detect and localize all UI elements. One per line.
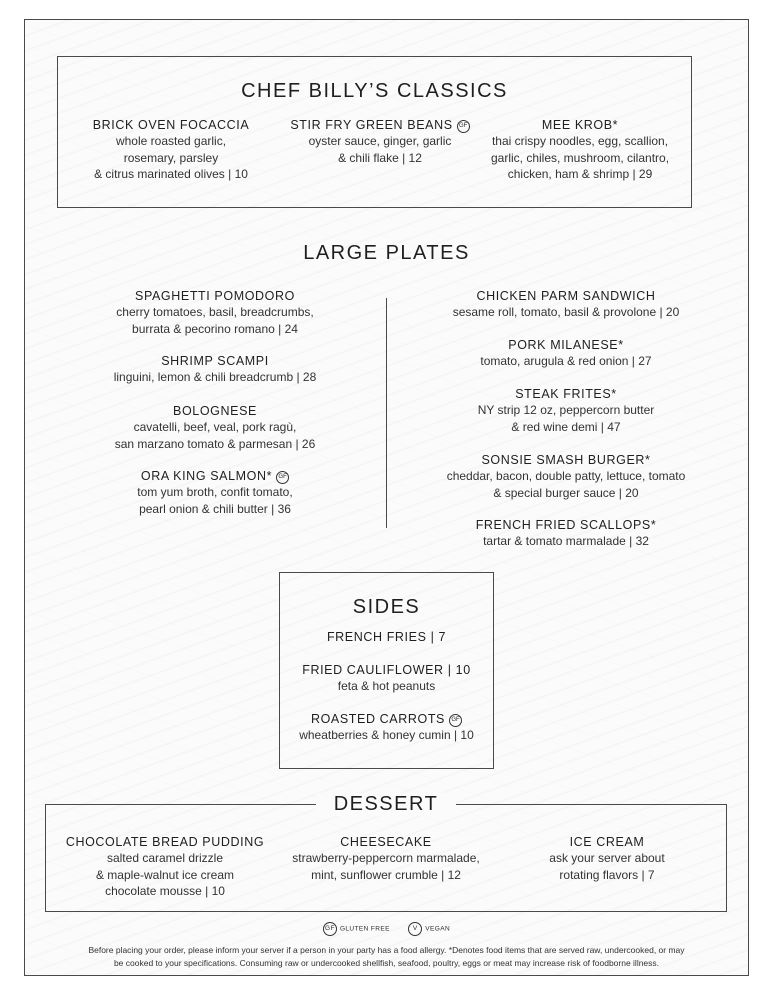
item-name: ORA KING SALMON*: [140, 469, 273, 483]
menu-item: [279, 629, 494, 645]
item-name: PORK MILANESE*: [508, 338, 624, 352]
item-name: MEE KROB*: [541, 118, 619, 132]
menu-item: FRIED CAULIFLOWER | 10 feta & hot peanuts: [279, 662, 494, 695]
allergy-footnote: Before placing your order, please inform your server if a person in your party has a food allergy. *Denotes food items that are served raw, undercooked, or may be cooked to your specifications. Consuming raw or undercooked shellfish, seafood, poultry, eggs or meat may increase risk of foodborne illness.: [88, 945, 685, 968]
menu-item: STEAK FRITES* NY strip 12 oz, peppercorn butter & red wine demi | 47: [416, 386, 716, 435]
menu-item: SONSIE SMASH BURGER* cheddar, bacon, double patty, lettuce, tomato & special burger sauce | 20: [416, 452, 716, 501]
menu-item: BRICK OVEN FOCACCIA whole roasted garlic, rosemary, parsley & citrus marinated olives | 10: [66, 117, 276, 183]
menu-item: SHRIMP SCAMPI linguini, lemon & chili breadcrumb | 28: [70, 353, 360, 386]
dessert-title: DESSERT: [316, 793, 456, 816]
gluten-free-icon: GF: [323, 922, 337, 936]
menu-item: STIR FRY GREEN BEANS GF oyster sauce, ginger, garlic & chili flake | 12: [280, 117, 480, 166]
menu-item: CHEESECAKE strawberry-peppercorn marmalade, mint, sunflower crumble | 12: [276, 834, 496, 883]
menu-item: PORK MILANESE* tomato, arugula & red onion | 27: [416, 337, 716, 370]
item-name: BOLOGNESE: [173, 404, 257, 418]
item-name: CHOCOLATE BREAD PUDDING: [65, 835, 265, 849]
item-name: ICE CREAM: [569, 835, 645, 849]
column-divider: [386, 298, 387, 528]
gluten-free-icon: GF: [276, 471, 289, 484]
menu-item: ORA KING SALMON* GF tom yum broth, confit tomato, pearl onion & chili butter | 36: [137, 469, 293, 516]
menu-item: ROASTED CARROTS GF wheatberries & honey cumin | 10: [299, 712, 474, 742]
gluten-free-icon: GF: [449, 714, 462, 727]
vegan-label: VEGAN: [425, 925, 451, 933]
item-name: STEAK FRITES*: [515, 387, 617, 401]
menu-item: ICE CREAM ask your server about rotating flavors | 7: [497, 834, 717, 883]
item-name: SPAGHETTI POMODORO: [135, 289, 295, 303]
classics-title: CHEF BILLY’S CLASSICS: [241, 80, 508, 102]
item-name: STIR FRY GREEN BEANS: [290, 118, 453, 132]
item-name: SONSIE SMASH BURGER*: [481, 453, 651, 467]
menu-item: MEE KROB* thai crispy noodles, egg, scallion, garlic, chiles, mushroom, cilantro, chicken, ham & shrimp | 29: [480, 117, 680, 183]
item-name: BRICK OVEN FOCACCIA: [92, 118, 250, 132]
gluten-free-label: GLUTEN FREE: [339, 925, 390, 933]
diet-legend: [0, 922, 773, 936]
item-name: SHRIMP SCAMPI: [161, 354, 269, 368]
item-name: FRENCH FRIED SCALLOPS*: [475, 518, 657, 532]
gluten-free-icon: GF: [457, 120, 470, 133]
menu-item: CHOCOLATE BREAD PUDDING salted caramel drizzle & maple-walnut ice cream chocolate mousse | 10: [55, 834, 275, 900]
item-name: FRENCH FRIES | 7: [326, 630, 447, 644]
item-name: FRIED CAULIFLOWER | 10: [302, 663, 471, 677]
menu-item: CHICKEN PARM SANDWICH sesame roll, tomato, basil & provolone | 20: [416, 288, 716, 321]
menu-item: FRENCH FRIED SCALLOPS* tartar & tomato marmalade | 32: [416, 517, 716, 550]
item-name: CHICKEN PARM SANDWICH: [476, 289, 656, 303]
menu-item: SPAGHETTI POMODORO cherry tomatoes, basil, breadcrumbs, burrata & pecorino romano | 24: [70, 288, 360, 337]
sides-title: SIDES: [352, 596, 421, 618]
menu-item: BOLOGNESE cavatelli, beef, veal, pork ragù, san marzano tomato & parmesan | 26: [70, 403, 360, 452]
vegan-icon: V: [408, 922, 422, 936]
item-name: ROASTED CARROTS: [310, 712, 445, 726]
item-name: CHEESECAKE: [340, 835, 432, 849]
large-plates-title: LARGE PLATES: [303, 242, 470, 264]
